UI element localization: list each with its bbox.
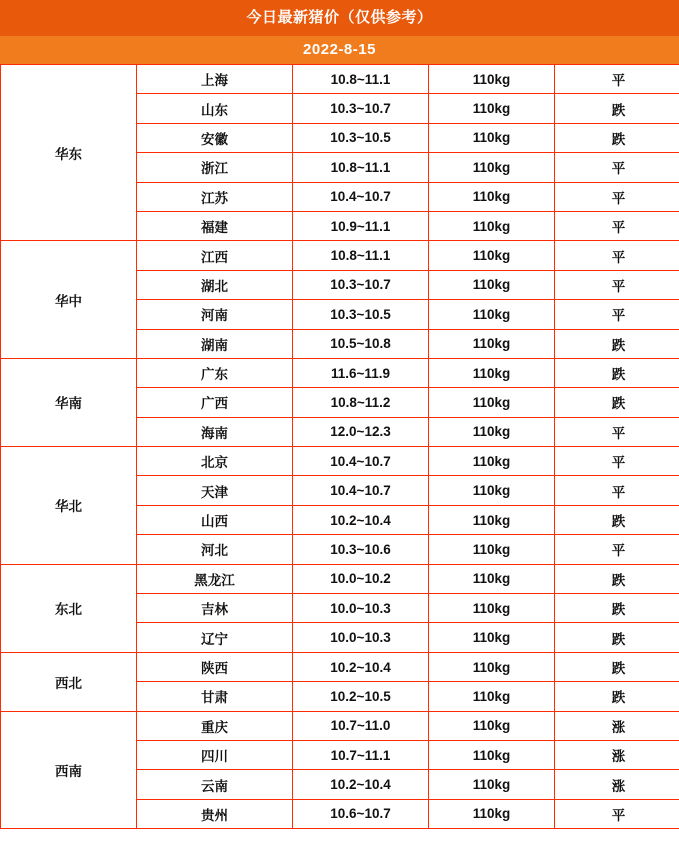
trend-cell: 跌 [555,623,679,652]
trend-cell: 平 [555,476,679,505]
weight-cell: 110kg [429,711,555,740]
province-cell: 江西 [137,241,293,270]
weight-cell: 110kg [429,153,555,182]
price-cell: 10.7~11.1 [293,740,429,769]
price-cell: 10.8~11.1 [293,241,429,270]
price-cell: 10.3~10.7 [293,94,429,123]
trend-cell: 跌 [555,358,679,387]
price-cell: 10.2~10.5 [293,682,429,711]
region-cell: 华南 [1,358,137,446]
price-cell: 10.0~10.3 [293,623,429,652]
province-cell: 黑龙江 [137,564,293,593]
price-cell: 10.3~10.7 [293,270,429,299]
trend-cell: 涨 [555,711,679,740]
trend-cell: 跌 [555,594,679,623]
trend-cell: 平 [555,799,679,828]
province-cell: 江苏 [137,182,293,211]
trend-cell: 跌 [555,329,679,358]
price-cell: 10.5~10.8 [293,329,429,358]
province-cell: 湖北 [137,270,293,299]
price-cell: 10.4~10.7 [293,182,429,211]
province-cell: 河南 [137,300,293,329]
price-cell: 10.4~10.7 [293,447,429,476]
price-cell: 10.2~10.4 [293,505,429,534]
trend-cell: 平 [555,211,679,240]
price-cell: 10.2~10.4 [293,770,429,799]
trend-cell: 平 [555,300,679,329]
trend-cell: 平 [555,241,679,270]
weight-cell: 110kg [429,476,555,505]
trend-cell: 跌 [555,682,679,711]
weight-cell: 110kg [429,564,555,593]
weight-cell: 110kg [429,799,555,828]
weight-cell: 110kg [429,652,555,681]
price-cell: 10.4~10.7 [293,476,429,505]
province-cell: 广西 [137,388,293,417]
table-row [1,711,679,740]
trend-cell: 涨 [555,770,679,799]
trend-cell: 跌 [555,388,679,417]
price-cell: 10.0~10.2 [293,564,429,593]
province-cell: 海南 [137,417,293,446]
price-cell: 10.3~10.5 [293,300,429,329]
region-cell: 西南 [1,711,137,829]
trend-cell: 跌 [555,94,679,123]
region-cell: 东北 [1,564,137,652]
price-cell: 10.3~10.6 [293,535,429,564]
trend-cell: 跌 [555,652,679,681]
weight-cell: 110kg [429,770,555,799]
province-cell: 山东 [137,94,293,123]
table-row [1,358,679,387]
price-cell: 10.8~11.1 [293,153,429,182]
province-cell: 辽宁 [137,623,293,652]
weight-cell: 110kg [429,211,555,240]
table-row [1,564,679,593]
table-row [1,65,679,94]
price-cell: 10.2~10.4 [293,652,429,681]
province-cell: 吉林 [137,594,293,623]
weight-cell: 110kg [429,123,555,152]
province-cell: 福建 [137,211,293,240]
page-title: 今日最新猪价（仅供参考） [0,0,679,36]
province-cell: 山西 [137,505,293,534]
weight-cell: 110kg [429,65,555,94]
trend-cell: 平 [555,270,679,299]
region-cell: 华东 [1,65,137,241]
price-cell: 10.8~11.2 [293,388,429,417]
weight-cell: 110kg [429,740,555,769]
weight-cell: 110kg [429,300,555,329]
weight-cell: 110kg [429,388,555,417]
price-cell: 10.3~10.5 [293,123,429,152]
province-cell: 天津 [137,476,293,505]
region-cell: 华北 [1,447,137,565]
province-cell: 广东 [137,358,293,387]
price-cell: 10.6~10.7 [293,799,429,828]
province-cell: 陕西 [137,652,293,681]
province-cell: 四川 [137,740,293,769]
price-table [0,64,679,829]
trend-cell: 跌 [555,123,679,152]
trend-cell: 平 [555,447,679,476]
weight-cell: 110kg [429,623,555,652]
province-cell: 湖南 [137,329,293,358]
trend-cell: 跌 [555,505,679,534]
table-row [1,447,679,476]
price-table-body [1,65,679,829]
price-cell: 12.0~12.3 [293,417,429,446]
weight-cell: 110kg [429,535,555,564]
price-cell: 10.0~10.3 [293,594,429,623]
province-cell: 上海 [137,65,293,94]
weight-cell: 110kg [429,270,555,299]
price-cell: 11.6~11.9 [293,358,429,387]
weight-cell: 110kg [429,182,555,211]
region-cell: 西北 [1,652,137,711]
weight-cell: 110kg [429,682,555,711]
weight-cell: 110kg [429,447,555,476]
date-bar: 2022-8-15 [0,36,679,64]
price-cell: 10.7~11.0 [293,711,429,740]
price-cell: 10.8~11.1 [293,65,429,94]
province-cell: 河北 [137,535,293,564]
weight-cell: 110kg [429,329,555,358]
weight-cell: 110kg [429,417,555,446]
trend-cell: 平 [555,153,679,182]
trend-cell: 平 [555,535,679,564]
trend-cell: 平 [555,65,679,94]
province-cell: 甘肃 [137,682,293,711]
province-cell: 贵州 [137,799,293,828]
province-cell: 重庆 [137,711,293,740]
province-cell: 北京 [137,447,293,476]
weight-cell: 110kg [429,505,555,534]
table-row [1,241,679,270]
weight-cell: 110kg [429,94,555,123]
price-cell: 10.9~11.1 [293,211,429,240]
province-cell: 云南 [137,770,293,799]
weight-cell: 110kg [429,358,555,387]
trend-cell: 涨 [555,740,679,769]
trend-cell: 跌 [555,564,679,593]
weight-cell: 110kg [429,241,555,270]
province-cell: 安徽 [137,123,293,152]
table-row [1,652,679,681]
trend-cell: 平 [555,182,679,211]
trend-cell: 平 [555,417,679,446]
province-cell: 浙江 [137,153,293,182]
region-cell: 华中 [1,241,137,359]
weight-cell: 110kg [429,594,555,623]
